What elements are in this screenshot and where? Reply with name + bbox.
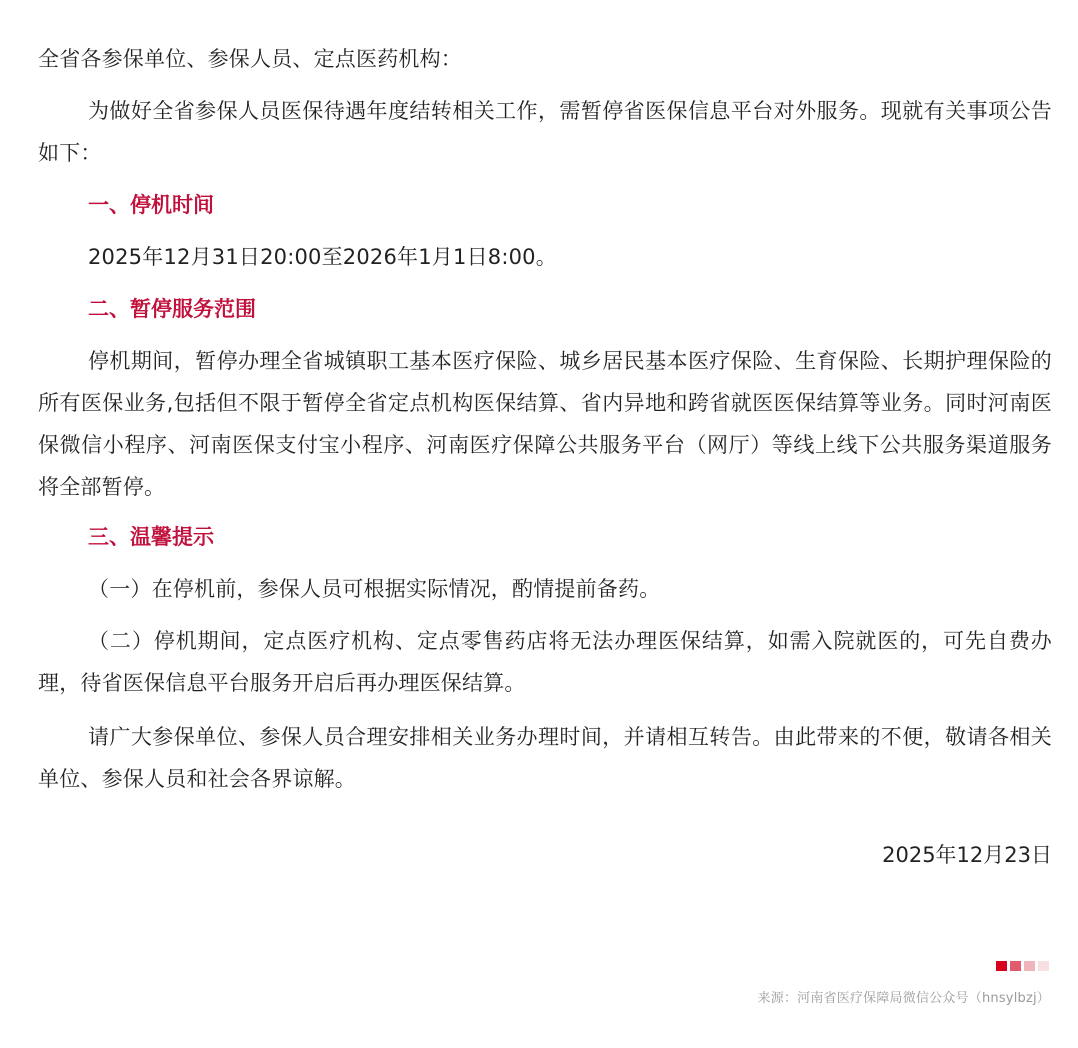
greeting: 全省各参保单位、参保人员、定点医药机构： [38,47,462,71]
scope-paragraph: 停机期间，暂停办理全省城镇职工基本医疗保险、城乡居民基本医疗保险、生育保险、长期护理保险的所有医保业务,包括但不限于暂停全省定点机构医保结算、省内异地和跨省就医医保结算等业务。同时河南医保微信小程序、河南医保支付宝小程序、河南医疗保障公共服务平台（网厅）等线上线下公共服务渠道服务将全部暂停。 [38,349,1052,499]
decorative-dot [996,961,1007,971]
closing-paragraph: 请广大参保单位、参保人员合理安排相关业务办理时间，并请相互转告。由此带来的不便，敬请各相关单位、参保人员和社会各界谅解。 [38,725,1052,791]
tip-paragraph-2: （二）停机期间，定点医疗机构、定点零售药店将无法办理医保结算，如需入院就医的，可先自费办理，待省医保信息平台服务开启后再办理医保结算。 [38,629,1052,695]
decorative-dot [1024,961,1035,971]
downtime-paragraph: 2025年12月31日20:00至2026年1月1日8:00。 [88,245,557,269]
section-heading-downtime: 一、停机时间 [88,193,214,217]
publication-date: 2025年12月23日 [882,843,1052,867]
intro-paragraph: 为做好全省参保人员医保待遇年度结转相关工作，需暂停省医保信息平台对外服务。现就有关事项公告如下： [38,99,1052,165]
decorative-dots [996,961,1050,971]
section-heading-scope: 二、暂停服务范围 [88,297,256,321]
section-heading-tips: 三、温馨提示 [88,525,214,549]
source-note: 来源：河南省医疗保障局微信公众号（hnsylbzj） [757,991,1050,1006]
decorative-dot [1010,961,1021,971]
decorative-dot [1038,961,1049,971]
tip-paragraph-1: （一）在停机前，参保人员可根据实际情况，酌情提前备药。 [88,577,661,601]
